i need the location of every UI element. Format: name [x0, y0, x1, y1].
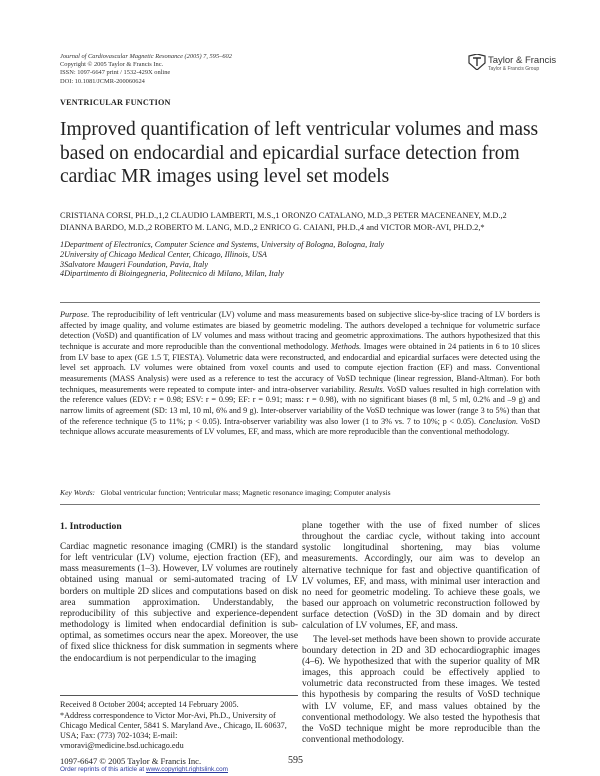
conclusion-label: Conclusion.: [478, 416, 519, 426]
right-column: [302, 521, 540, 746]
abstract: [60, 310, 540, 438]
author-line-1: CRISTIANA CORSI, PH.D.,1,2 CLAUDIO LAMBERTI, M.S.,1 ORONZO CATALANO, M.D.,3 PETER MACENEANEY, M.D.,2: [60, 211, 507, 220]
intro-paragraph: Cardiac magnetic resonance imaging (CMRI) is the standard for left ventricular (LV) volume, ejection fraction (EF), and mass measurements (1–3). However, LV volumes are routinely obtained using manual or semi-automated tracing of LV borders on multiple 2D slices and computations based on disk area summation approximation. Understandably, the reproducibility of this subjective and experience-dependent methodology is limited when endocardial definition is sub-optimal, as sometimes occurs near the apex. Moreover, the use of fixed slice thickness for disk summation in segments where the endocardium is not perpendicular to the imaging: [60, 542, 298, 664]
methods-text: Images were obtained in 24 patients in 6 to 10 slices from LV base to apex (GE 1.5 T, FIESTA). Volumetric data were reconstructed, and endocardial and epicardial surfaces were detected using the level set approach. LV volumes were obtained from voxel counts and used to compute ejection fraction (EF) and mass. Conventional measurements (MASS Analysis) were used as a reference to test the accuracy of VoSD technique (linear regression, Bland-Altman). For both techniques, measurements were repeated to compute inter- and intra-observer variability.: [60, 341, 540, 394]
issn-line: ISSN: 1097-6647 print / 1532-429X online: [60, 69, 171, 77]
methods-label: Methods.: [330, 341, 362, 351]
publisher-name: Taylor & Francis: [488, 55, 557, 66]
copyright-line: Copyright © 2005 Taylor & Francis Inc.: [60, 61, 164, 69]
intro-heading: 1. Introduction: [60, 521, 122, 532]
author-line-2: DIANNA BARDO, M.D.,2 ROBERTO M. LANG, M.D.,2 ENRICO G. CAIANI, PH.D.,4 and VICTOR MOR-AVI, PH.D.2,*: [60, 222, 485, 232]
affiliation: 3Salvatore Maugeri Foundation, Pavia, Italy: [60, 259, 208, 269]
conclusion-text: VoSD technique allows accurate measurements of LV volumes, EF, and mass, which are more reproducible than the conventional methodology.: [60, 416, 541, 437]
affiliation: 2University of Chicago Medical Center, Chicago, Illinois, USA: [60, 249, 267, 259]
journal-citation: Journal of Cardiovascular Magnetic Resonance (2005) 7, 595–602: [60, 53, 232, 60]
reprint-link[interactable]: www.copyright.rightslink.com: [145, 766, 228, 773]
doi-line: DOI: 10.1081/JCMR-200060624: [60, 77, 145, 85]
correspondence-address: *Address correspondence to Victor Mor-Avi, Ph.D., University of Chicago Medical Center, 5841 S. Maryland Ave., Chicago, IL 60637, USA; Fax: (773) 702-1034; E-mail: vmoravi@medicine.bsd.uchicago.edu: [60, 711, 287, 751]
reprint-notice: [60, 766, 228, 773]
publisher-group: Taylor & Francis Group: [488, 66, 540, 72]
results-label: Results.: [358, 384, 385, 394]
affiliations: [60, 240, 560, 279]
reprint-text: Order reprints of this article at: [60, 766, 146, 773]
article-title: Improved quantification of left ventricular volumes and mass based on endocardial and epicardial surface detection from cardiac MR images using level set models: [60, 119, 539, 187]
received-date: Received 8 October 2004; accepted 14 February 2005.: [60, 700, 239, 709]
author-list: [60, 210, 560, 233]
journal-header: [60, 53, 232, 86]
footnote: [60, 700, 298, 751]
left-column: [60, 542, 298, 665]
results-text: VoSD values resulted in high correlation with the reference values (EDV: r = 0.98; ESV: r = 0.99; EF: r = 0.91; mass: r = 0.98), with no significant biases (8 ml, 5 ml, 0.2% and –9 g) and narrow limits of agreement (SD: 13 ml, 10 ml, 6% and 9 g). Inter-observer variability of the VoSD technique was lower (range 3 to 5%) than that of the reference technique (5 to 11%; p < 0.05). Intra-observer variability was also lower (1 to 3% vs. 7 to 10%; p < 0.05).: [60, 384, 541, 426]
section-label: VENTRICULAR FUNCTION: [60, 98, 171, 107]
abstract-top-rule: [60, 302, 540, 303]
purpose-text: The reproducibility of left ventricular (LV) volume and mass measurements based on subjective slice-by-slice tracing of LV borders is affected by image quality, and volume estimates are biased by geometric modeling. The authors developed a technique for volumetric surface detection (VoSD) and quantification of LV volumes and mass without tracing and geometric approximations. The authors hypothesized that this technique is accurate and more reproducible than the conventional methodology.: [60, 310, 540, 351]
body-paragraph: The level-set methods have been shown to provide accurate boundary detection in 2D and 3D echocardiographic images (4–6). We hypothesized that with the superior quality of MR images, this approach could be effectively applied to volumetric data reconstructed from these images. We tested this hypothesis by comparing the results of VoSD technique with LV volume, EF, and mass values obtained by the conventional methodology. We also tested the hypothesis that the VoSD technique might be more reproducible than the conventional methodology.: [302, 634, 540, 745]
keywords-label: Key Words:: [60, 488, 96, 497]
footer-copyright: 1097-6647 © 2005 Taylor & Francis Inc.: [60, 756, 202, 766]
publisher-logo-icon: [468, 54, 486, 70]
publisher-logo: [468, 52, 564, 78]
body-paragraph: plane together with the use of fixed number of slices throughout the cardiac cycle, without taking into account systolic longitudinal shortening, may bias volume measurements. Accordingly, our aim was to develop an alternative technique for fast and objective quantification of LV volumes, EF, and mass, with minimal user interaction and no need for geometric modeling. To achieve these goals, we based our approach on volumetric reconstruction followed by surface detection (VoSD) in the 3D domain and by direct calculation of LV volumes, EF, and mass.: [302, 521, 540, 632]
abstract-bottom-rule: [60, 504, 540, 505]
footnote-rule: [60, 695, 298, 696]
purpose-label: Purpose.: [60, 310, 90, 319]
page-number: 595: [288, 755, 303, 766]
keywords-text: Global ventricular function; Ventricular mass; Magnetic resonance imaging; Computer analysis: [100, 488, 391, 497]
keywords: [60, 488, 540, 497]
affiliation: 4Dipartimento di Bioingegneria, Politecnico di Milano, Milan, Italy: [60, 269, 284, 279]
affiliation: 1Department of Electronics, Computer Science and Systems, University of Bologna, Bologna, Italy: [60, 240, 385, 249]
